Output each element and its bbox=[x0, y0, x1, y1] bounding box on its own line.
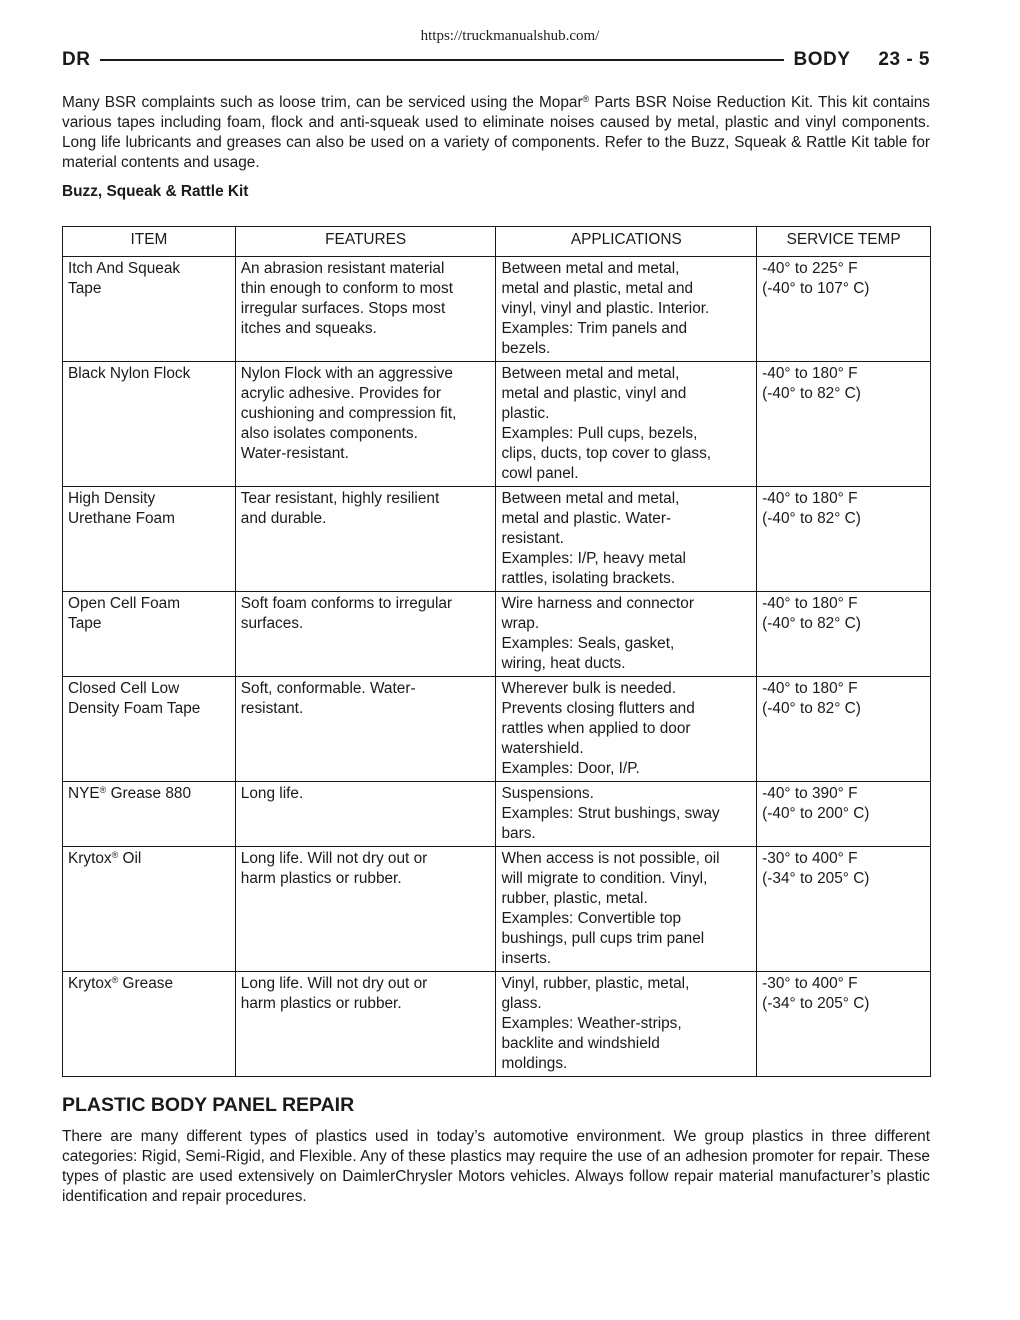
table-row bbox=[63, 782, 931, 847]
intro-text-start: Many BSR complaints such as loose trim, can be serviced using the Mopar bbox=[62, 94, 583, 111]
features-cell-line: resistant. bbox=[240, 700, 304, 717]
item-cell-line: Tape bbox=[68, 615, 102, 632]
service-temp-cell-line: (-40° to 82° C) bbox=[762, 700, 861, 717]
features-cell bbox=[235, 362, 496, 487]
features-cell-line: Tear resistant, highly resilient bbox=[240, 490, 440, 507]
features-cell-line: Long life. bbox=[240, 785, 304, 802]
applications-cell-line: Wire harness and connector bbox=[501, 595, 694, 612]
item-cell bbox=[63, 362, 236, 487]
applications-cell bbox=[496, 972, 757, 1077]
item-name: Krytox bbox=[68, 850, 112, 867]
features-cell-line: itches and squeaks. bbox=[240, 320, 377, 337]
service-temp-cell-line: (-40° to 107° C) bbox=[762, 280, 870, 297]
features-cell-line: Soft foam conforms to irregular bbox=[240, 595, 453, 612]
item-cell-line: High Density bbox=[68, 490, 156, 507]
service-temp-cell-line: (-34° to 205° C) bbox=[762, 870, 870, 887]
features-cell-line: surfaces. bbox=[240, 615, 304, 632]
item-cell-line: Open Cell Foam bbox=[68, 595, 181, 612]
applications-cell-line: inserts. bbox=[501, 950, 552, 967]
kit-table-title: Buzz, Squeak & Rattle Kit bbox=[62, 183, 249, 200]
service-temp-cell-line: -40° to 180° F bbox=[762, 365, 858, 382]
applications-cell bbox=[496, 362, 757, 487]
applications-cell-line: backlite and windshield bbox=[501, 1035, 660, 1052]
section-title: PLASTIC BODY PANEL REPAIR bbox=[62, 1094, 355, 1116]
features-cell-line: acrylic adhesive. Provides for bbox=[240, 385, 441, 402]
service-temp-cell-line: -40° to 180° F bbox=[762, 680, 858, 697]
applications-cell-line: moldings. bbox=[501, 1055, 568, 1072]
item-cell bbox=[63, 847, 236, 972]
features-cell-line: cushioning and compression fit, bbox=[240, 405, 457, 422]
service-temp-cell-line: (-34° to 205° C) bbox=[762, 995, 870, 1012]
applications-cell-line: rattles, isolating brackets. bbox=[501, 570, 676, 587]
features-cell-line: Soft, conformable. Water- bbox=[240, 680, 416, 697]
applications-cell-line: Vinyl, rubber, plastic, metal, bbox=[501, 975, 690, 992]
applications-cell-line: Examples: Convertible top bbox=[501, 910, 682, 927]
applications-cell-line: Between metal and metal, bbox=[501, 365, 680, 382]
service-temp-cell bbox=[757, 847, 931, 972]
applications-cell bbox=[496, 257, 757, 362]
applications-cell bbox=[496, 782, 757, 847]
section-paragraph: There are many different types of plastics used in today’s automotive environment. We group plastics in three different categories: Rigid, Semi-Rigid, and Flexible. Any of these plastics may require the use of an adhesion promoter for repair. These types of plastic are used extensively on DaimlerChrysler Motors vehicles. Always follow repair material manufacturer’s plastic identification and repair procedures. bbox=[62, 1128, 930, 1205]
service-temp-cell-line: (-40° to 82° C) bbox=[762, 385, 861, 402]
header-section bbox=[794, 49, 931, 71]
item-cell bbox=[63, 487, 236, 592]
features-cell-line: Nylon Flock with an aggressive bbox=[240, 365, 453, 382]
service-temp-cell bbox=[757, 257, 931, 362]
service-temp-cell-line: -30° to 400° F bbox=[762, 850, 858, 867]
applications-cell-line: Examples: Door, I/P. bbox=[501, 760, 640, 777]
features-cell bbox=[235, 257, 496, 362]
item-cell bbox=[63, 972, 236, 1077]
item-cell bbox=[63, 782, 236, 847]
features-cell bbox=[235, 972, 496, 1077]
applications-cell-line: wrap. bbox=[501, 615, 540, 632]
applications-cell-line: cowl panel. bbox=[501, 465, 579, 482]
applications-cell-line: Suspensions. bbox=[501, 785, 594, 802]
source-url: https://truckmanualshub.com/ bbox=[420, 28, 600, 44]
applications-cell-line: Examples: I/P, heavy metal bbox=[501, 550, 686, 567]
item-cell-line bbox=[68, 849, 230, 869]
features-cell-line: An abrasion resistant material bbox=[240, 260, 445, 277]
page-header bbox=[62, 48, 930, 72]
intro-text-end: Parts BSR Noise Reduction Kit. This kit contains various tapes including foam, flock and anti-squeak used to eliminate noises caused by metal, plastic and vinyl components. Long life lubricants and greases can also be used on a variety of components. Refer to the Buzz, Squeak & Rattle Kit table for material contents and usage. bbox=[62, 94, 930, 171]
service-temp-cell bbox=[757, 782, 931, 847]
features-cell bbox=[235, 592, 496, 677]
features-cell-line: harm plastics or rubber. bbox=[240, 995, 402, 1012]
applications-cell bbox=[496, 592, 757, 677]
item-cell-line: Closed Cell Low bbox=[68, 680, 180, 697]
item-cell-line bbox=[68, 974, 230, 994]
features-cell bbox=[235, 487, 496, 592]
header-applications: APPLICATIONS bbox=[496, 227, 757, 257]
applications-cell bbox=[496, 487, 757, 592]
applications-cell-line: glass. bbox=[501, 995, 542, 1012]
header-page-number: 23 - 5 bbox=[878, 49, 930, 70]
service-temp-cell-line: -40° to 225° F bbox=[762, 260, 858, 277]
service-temp-cell-line: -40° to 180° F bbox=[762, 595, 858, 612]
service-temp-cell-line: -40° to 390° F bbox=[762, 785, 858, 802]
header-service-temp: SERVICE TEMP bbox=[757, 227, 931, 257]
features-cell-line: Long life. Will not dry out or bbox=[240, 975, 428, 992]
registered-mark: ® bbox=[582, 94, 590, 104]
service-temp-cell-line: -40° to 180° F bbox=[762, 490, 858, 507]
applications-cell-line: bezels. bbox=[501, 340, 551, 357]
features-cell bbox=[235, 847, 496, 972]
applications-cell-line: Prevents closing flutters and bbox=[501, 700, 695, 717]
applications-cell-line: Examples: Seals, gasket, bbox=[501, 635, 675, 652]
features-cell-line: Water-resistant. bbox=[240, 445, 349, 462]
item-name-suffix: Grease 880 bbox=[106, 785, 191, 802]
features-cell-line: also isolates components. bbox=[240, 425, 418, 442]
applications-cell-line: rubber, plastic, metal. bbox=[501, 890, 648, 907]
features-cell-line: Long life. Will not dry out or bbox=[240, 850, 428, 867]
item-cell-line: Tape bbox=[68, 280, 102, 297]
item-name-suffix: Oil bbox=[118, 850, 142, 867]
table-body bbox=[63, 257, 931, 1077]
service-temp-cell bbox=[757, 972, 931, 1077]
bsr-kit-table bbox=[62, 226, 931, 1077]
applications-cell-line: Examples: Trim panels and bbox=[501, 320, 688, 337]
applications-cell-line: rattles when applied to door bbox=[501, 720, 691, 737]
service-temp-cell bbox=[757, 487, 931, 592]
features-cell-line: harm plastics or rubber. bbox=[240, 870, 402, 887]
features-cell-line: thin enough to conform to most bbox=[240, 280, 453, 297]
item-cell bbox=[63, 592, 236, 677]
applications-cell-line: bushings, pull cups trim panel bbox=[501, 930, 705, 947]
table-row bbox=[63, 257, 931, 362]
features-cell bbox=[235, 677, 496, 782]
applications-cell-line: Examples: Pull cups, bezels, bbox=[501, 425, 698, 442]
table-row bbox=[63, 362, 931, 487]
features-cell bbox=[235, 782, 496, 847]
features-cell-line: irregular surfaces. Stops most bbox=[240, 300, 446, 317]
service-temp-cell-line: (-40° to 82° C) bbox=[762, 615, 861, 632]
applications-cell-line: clips, ducts, top cover to glass, bbox=[501, 445, 712, 462]
applications-cell-line: resistant. bbox=[501, 530, 564, 547]
service-temp-cell bbox=[757, 592, 931, 677]
applications-cell-line: vinyl, vinyl and plastic. Interior. bbox=[501, 300, 710, 317]
applications-cell-line: Examples: Strut bushings, sway bbox=[501, 805, 720, 822]
item-name-suffix: Grease bbox=[118, 975, 174, 992]
table-row bbox=[63, 592, 931, 677]
applications-cell-line: Between metal and metal, bbox=[501, 260, 680, 277]
service-temp-cell bbox=[757, 677, 931, 782]
header-rule bbox=[100, 59, 783, 61]
applications-cell-line: Between metal and metal, bbox=[501, 490, 680, 507]
service-temp-cell-line: -30° to 400° F bbox=[762, 975, 858, 992]
applications-cell-line: Examples: Weather-strips, bbox=[501, 1015, 682, 1032]
header-section-name: BODY bbox=[793, 49, 851, 70]
intro-paragraph bbox=[62, 93, 930, 173]
header-model-code: DR bbox=[62, 49, 91, 70]
item-cell-line bbox=[68, 784, 230, 804]
item-cell-line: Urethane Foam bbox=[68, 510, 175, 527]
item-cell bbox=[63, 257, 236, 362]
applications-cell bbox=[496, 847, 757, 972]
header-features: FEATURES bbox=[235, 227, 496, 257]
applications-cell-line: plastic. bbox=[501, 405, 550, 422]
registered-mark: ® bbox=[111, 850, 119, 860]
table-row bbox=[63, 677, 931, 782]
applications-cell-line: When access is not possible, oil bbox=[501, 850, 720, 867]
service-temp-cell-line: (-40° to 82° C) bbox=[762, 510, 861, 527]
applications-cell bbox=[496, 677, 757, 782]
registered-mark: ® bbox=[111, 975, 119, 985]
table-row bbox=[63, 847, 931, 972]
item-name: Krytox bbox=[68, 975, 112, 992]
item-cell-line: Black Nylon Flock bbox=[68, 365, 191, 382]
applications-cell-line: Wherever bulk is needed. bbox=[501, 680, 676, 697]
table-row bbox=[63, 972, 931, 1077]
item-name: NYE bbox=[68, 785, 100, 802]
service-temp-cell-line: (-40° to 200° C) bbox=[762, 805, 870, 822]
service-temp-cell bbox=[757, 362, 931, 487]
applications-cell-line: watershield. bbox=[501, 740, 584, 757]
applications-cell-line: will migrate to condition. Vinyl, bbox=[501, 870, 708, 887]
table-header-row bbox=[63, 227, 931, 257]
applications-cell-line: bars. bbox=[501, 825, 536, 842]
features-cell-line: and durable. bbox=[240, 510, 327, 527]
applications-cell-line: metal and plastic, vinyl and bbox=[501, 385, 687, 402]
item-cell bbox=[63, 677, 236, 782]
registered-mark: ® bbox=[99, 785, 107, 795]
applications-cell-line: metal and plastic, metal and bbox=[501, 280, 694, 297]
item-cell-line: Itch And Squeak bbox=[68, 260, 181, 277]
header-item: ITEM bbox=[63, 227, 236, 257]
applications-cell-line: wiring, heat ducts. bbox=[501, 655, 626, 672]
applications-cell-line: metal and plastic. Water- bbox=[501, 510, 672, 527]
item-cell-line: Density Foam Tape bbox=[68, 700, 201, 717]
table-row bbox=[63, 487, 931, 592]
